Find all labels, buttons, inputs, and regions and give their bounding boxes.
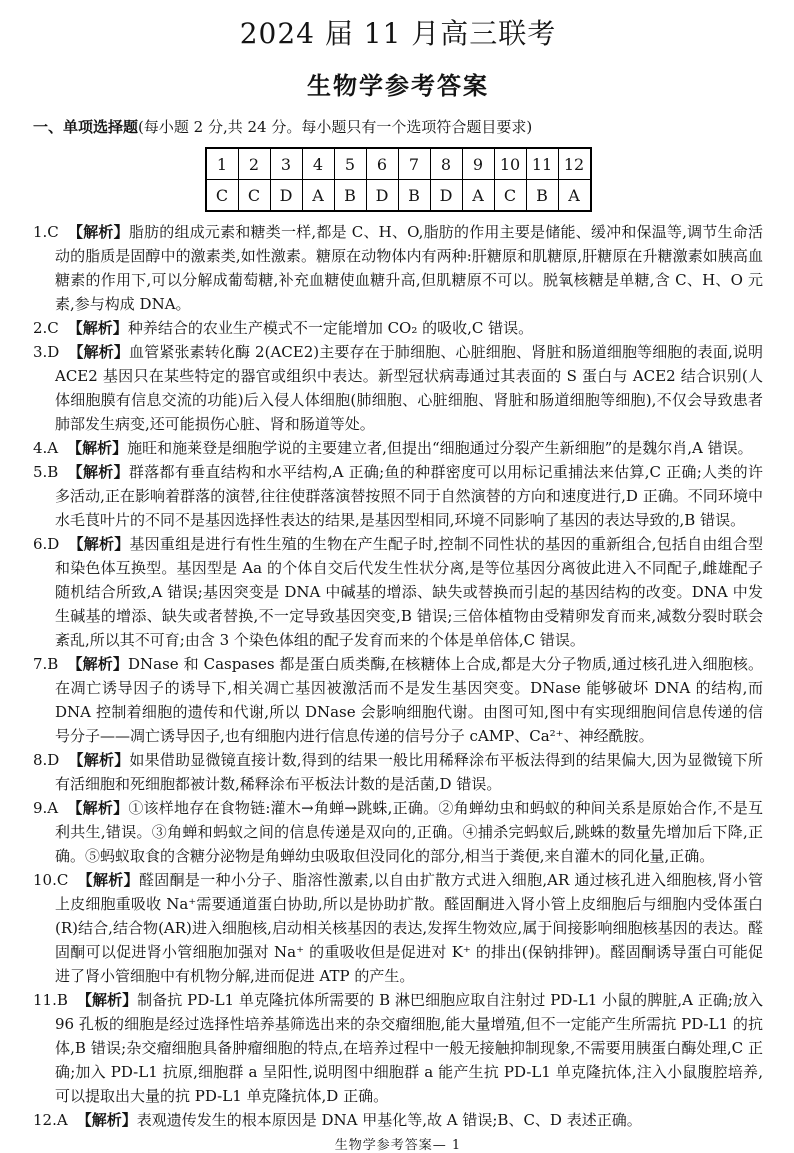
item-number: 4.A — [33, 439, 59, 457]
analysis-text: 群落都有垂直结构和水平结构,A 正确;鱼的种群密度可以用标记重捕法来估算,C 正确;人类的许多活动,正在影响着群落的演替,往往使群落演替按照不同于自然演替的方向和速度进行,D 正确。不同环境中水毛茛叶片的不同不是基因选择性表达的结果,是基因型相同,环境不同影响了基因的表达导致的,B 错误。 — [55, 463, 763, 529]
page-footer: 生物学参考答案— 1 — [334, 1138, 462, 1153]
answer-cell: D — [366, 180, 398, 212]
analysis-tag: 【解析】 — [68, 535, 130, 553]
explanation-item-8 — [33, 748, 763, 796]
item-number: 1.C — [33, 223, 59, 241]
analysis-tag: 【解析】 — [67, 223, 129, 241]
explanation-item-9 — [33, 796, 763, 868]
answer-cell: A — [462, 180, 494, 212]
item-number: 2.C — [33, 319, 59, 337]
answer-cell: A — [302, 180, 334, 212]
analysis-tag: 【解析】 — [77, 871, 139, 889]
explanation-item-6 — [33, 532, 763, 652]
analysis-tag: 【解析】 — [76, 991, 138, 1009]
answer-cell: B — [398, 180, 430, 212]
analysis-tag: 【解析】 — [68, 343, 130, 361]
page-title: 2024 届 11 月高三联考 — [239, 17, 557, 50]
analysis-text: 表观遗传发生的根本原因是 DNA 甲基化等,故 A 错误;B、C、D 表述正确。 — [136, 1111, 642, 1129]
question-number-cell: 3 — [270, 148, 302, 180]
question-number-cell: 2 — [238, 148, 270, 180]
question-number-cell: 9 — [462, 148, 494, 180]
item-number: 11.B — [33, 991, 68, 1009]
question-number-cell: 1 — [206, 148, 239, 180]
analysis-tag: 【解析】 — [67, 655, 128, 673]
explanation-item-4 — [33, 436, 763, 460]
explanation-item-3 — [33, 340, 763, 436]
analysis-text: 制备抗 PD-L1 单克隆抗体所需要的 B 淋巴细胞应取自注射过 PD-L1 小鼠的脾脏,A 正确;放入 96 孔板的细胞是经过选择性培养基筛选出来的杂交瘤细胞,能大量增殖,但不一定能产生所需抗 PD-L1 的抗体,B 错误;杂交瘤细胞具备肿瘤细胞的特点,在培养过程中一般无接触抑制现象,不需要用胰蛋白酶处理,C 正确;加入 PD-L1 抗原,细胞群 a 呈阳性,说明图中细胞群 a 能产生抗 PD-L1 单克隆抗体,注入小鼠腹腔培养,可以提取出大量的抗 PD-L1 单克隆抗体,D 正确。 — [55, 991, 763, 1105]
explanation-item-2 — [33, 316, 763, 340]
analysis-tag: 【解析】 — [67, 319, 128, 337]
explanation-list — [33, 220, 763, 1132]
analysis-text: 醛固酮是一种小分子、脂溶性激素,以自由扩散方式进入细胞,AR 通过核孔进入细胞核,肾小管上皮细胞重吸收 Na⁺需要通道蛋白协助,所以是协助扩散。醛固酮进入肾小管上皮细胞后与细胞内受体蛋白(R)结合,结合物(AR)进入细胞核,启动相关核基因的表达,发挥生物效应,属于间接影响细胞核基因的表达。醛固酮可以促进肾小管细胞加强对 Na⁺ 的重吸收但是促进对 K⁺ 的排出(保钠排钾)。醛固酮诱导蛋白可能促进了肾小管细胞中有机物分解,进而促进 ATP 的产生。 — [55, 871, 763, 985]
question-number-cell: 4 — [302, 148, 334, 180]
answer-cell: C — [494, 180, 526, 212]
question-number-cell: 8 — [430, 148, 462, 180]
question-number-cell: 11 — [526, 148, 558, 180]
item-number: 3.D — [33, 343, 60, 361]
question-number-cell: 10 — [494, 148, 526, 180]
item-number: 6.D — [33, 535, 60, 553]
item-number: 7.B — [33, 655, 59, 673]
question-number-cell: 6 — [366, 148, 398, 180]
analysis-tag: 【解析】 — [68, 751, 130, 769]
answer-cell: A — [558, 180, 591, 212]
item-number: 12.A — [33, 1111, 68, 1129]
explanation-item-5 — [33, 460, 763, 532]
answer-cell: D — [270, 180, 302, 212]
analysis-tag: 【解析】 — [67, 439, 128, 457]
explanation-item-11 — [33, 988, 763, 1108]
analysis-text: DNase 和 Caspases 都是蛋白质类酶,在核糖体上合成,都是大分子物质,通过核孔进入细胞核。在凋亡诱导因子的诱导下,相关凋亡基因被激活而不是发生基因突变。DNase 能够破坏 DNA 的结构,而 DNA 控制着细胞的遗传和代谢,所以 DNase 会影响细胞代谢。由图可知,图中有实现细胞间信息传递的信号分子——凋亡诱导因子,也有细胞内进行信息传递的信号分子 cAMP、Ca²⁺、神经酰胺。 — [55, 655, 763, 745]
explanation-item-12 — [33, 1108, 763, 1132]
section-heading-note: (每小题 2 分,共 24 分。每小题只有一个选项符合题目要求) — [138, 118, 533, 136]
answer-cell: D — [430, 180, 462, 212]
question-number-cell: 5 — [334, 148, 366, 180]
analysis-text: 基因重组是进行有性生殖的生物在产生配子时,控制不同性状的基因的重新组合,包括自由组合型和染色体互换型。基因型是 Aa 的个体自交后代发生性状分离,是等位基因分离彼此进入不同配子,雌雄配子随机结合所致,A 错误;基因突变是 DNA 中碱基的增添、缺失或替换而引起的基因结构的改变。DNA 中发生碱基的增添、缺失或者替换,不一定导致基因突变,B 错误;三倍体植物由受精卵发育而来,减数分裂时联会紊乱,所以其不可育;由含 3 个染色体组的配子发育而来的个体是单倍体,C 错误。 — [55, 535, 763, 649]
answer-cell: B — [526, 180, 558, 212]
analysis-tag: 【解析】 — [67, 463, 129, 481]
answer-table — [205, 147, 592, 212]
section-heading-title: 一、单项选择题 — [33, 118, 139, 136]
analysis-text: 种养结合的农业生产模式不一定能增加 CO₂ 的吸收,C 错误。 — [127, 319, 534, 337]
explanation-item-1 — [33, 220, 763, 316]
analysis-tag: 【解析】 — [76, 1111, 137, 1129]
question-number-cell: 12 — [558, 148, 591, 180]
answer-cell: B — [334, 180, 366, 212]
analysis-tag: 【解析】 — [67, 799, 129, 817]
explanation-item-7 — [33, 652, 763, 748]
question-number-cell: 7 — [398, 148, 430, 180]
answer-cell: C — [206, 180, 239, 212]
answer-row — [206, 180, 591, 212]
question-number-row — [206, 148, 591, 180]
item-number: 5.B — [33, 463, 59, 481]
analysis-text: 血管紧张素转化酶 2(ACE2)主要存在于肺细胞、心脏细胞、肾脏和肠道细胞等细胞的表面,说明 ACE2 基因只在某些特定的器官或组织中表达。新型冠状病毒通过其表面的 S 蛋白与 ACE2 结合识别(人体细胞膜有信息交流的功能)后入侵人体细胞(肺细胞、心脏细胞、肾脏和肠道细胞等细胞),不仅会导致患者肺部发生病变,还可能损伤心脏、肾和肠道等处。 — [55, 343, 763, 433]
answer-cell: C — [238, 180, 270, 212]
analysis-text: 脂肪的组成元素和糖类一样,都是 C、H、O,脂肪的作用主要是储能、缓冲和保温等,调节生命活动的脂质是固醇中的激素类,如性激素。糖原在动物体内有两种:肝糖原和肌糖原,肝糖原在升糖激素如胰高血糖素的作用下,可以分解成葡萄糖,补充血糖使血糖升高,但肌糖原不可以。脱氧核糖是单糖,含 C、H、O 元素,参与构成 DNA。 — [55, 223, 763, 313]
item-number: 8.D — [33, 751, 60, 769]
analysis-text: 施旺和施莱登是细胞学说的主要建立者,但提出“细胞通过分裂产生新细胞”的是魏尔肖,A 错误。 — [127, 439, 753, 457]
explanation-item-10 — [33, 868, 763, 988]
analysis-text: ①该样地存在食物链:灌木→角蝉→跳蛛,正确。②角蝉幼虫和蚂蚁的种间关系是原始合作,不是互利共生,错误。③角蝉和蚂蚁之间的信息传递是双向的,正确。④捕杀完蚂蚁后,跳蛛的数量先增加后下降,正确。⑤蚂蚁取食的含糖分泌物是角蝉幼虫吸取但没同化的部分,相当于粪便,来自灌木的同化量,正确。 — [55, 799, 763, 865]
item-number: 9.A — [33, 799, 59, 817]
page-subtitle: 生物学参考答案 — [307, 72, 489, 100]
item-number: 10.C — [33, 871, 69, 889]
section-heading — [33, 117, 763, 137]
analysis-text: 如果借助显微镜直接计数,得到的结果一般比用稀释涂布平板法得到的结果偏大,因为显微镜下所有活细胞和死细胞都被计数,稀释涂布平板法计数的是活菌,D 错误。 — [55, 751, 763, 793]
